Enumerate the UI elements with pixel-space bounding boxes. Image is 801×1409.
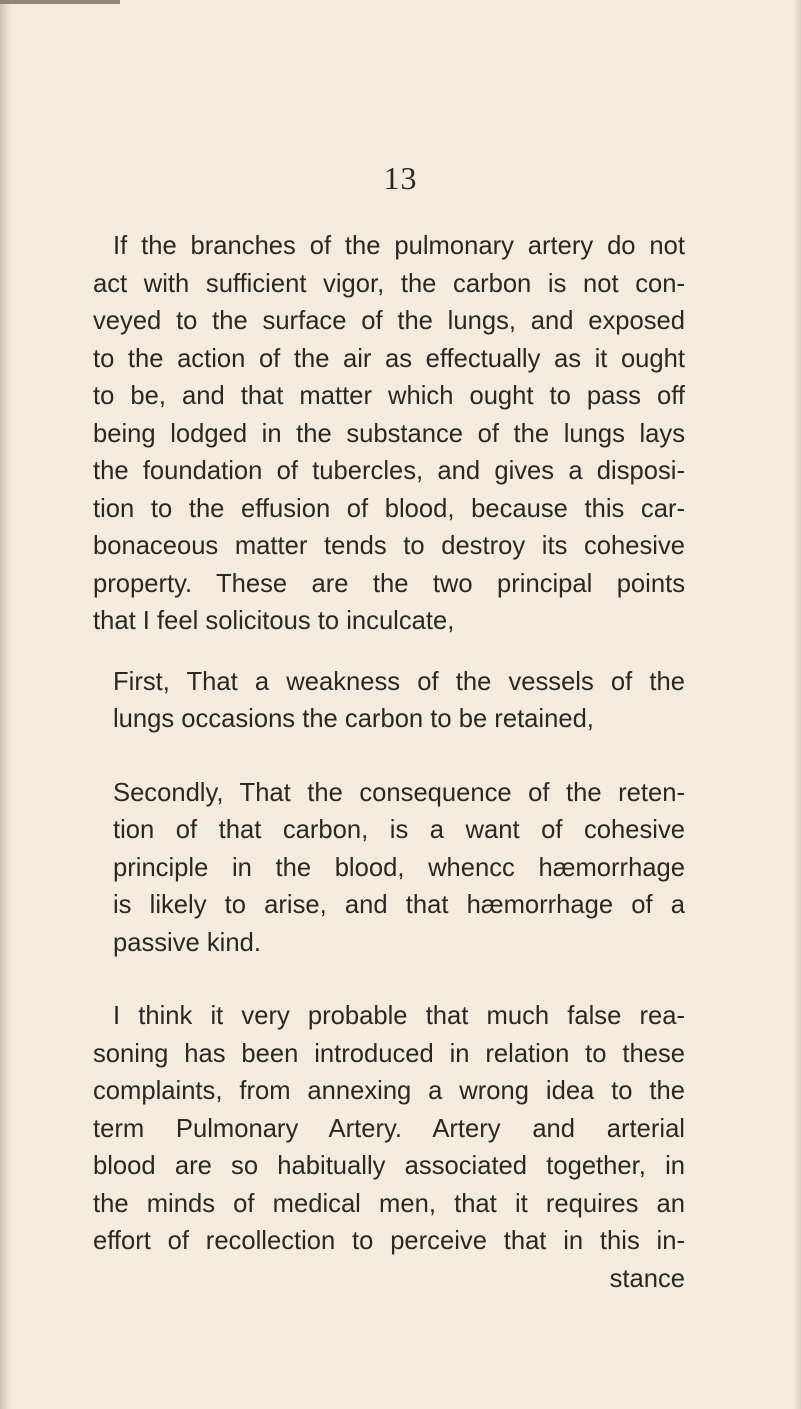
page-edge-top — [0, 0, 120, 4]
text-line: complaints, from annexing a wrong idea to the — [93, 1077, 685, 1105]
text-line: soning has been introduced in relation to these — [93, 1039, 685, 1068]
text-line: Secondly, That the consequence of the reten- — [113, 778, 685, 807]
text-line: First, That a weakness of the vessels of the — [113, 667, 685, 696]
text-line: tion of that carbon, is a want of cohesive — [113, 816, 685, 844]
paragraph-2 — [93, 664, 685, 739]
text-line: that I feel solicitous to inculcate, — [93, 607, 455, 635]
paragraph-4 — [93, 998, 685, 1036]
text-line: bonaceous matter tends to destroy its cohesive — [93, 532, 685, 560]
text-line: term Pulmonary Artery. Artery and arterial — [93, 1114, 685, 1143]
text-line: property. These are the two principal points — [93, 569, 685, 598]
page-edge-right — [793, 0, 801, 1409]
page-edge-left — [0, 0, 12, 1409]
paragraph-gap — [93, 641, 685, 664]
paragraph-4-body — [93, 1036, 685, 1299]
catchword: stance — [609, 1264, 685, 1293]
text-line: to be, and that matter which ought to pass off — [93, 382, 685, 410]
paragraph-3 — [93, 775, 685, 963]
text-line: veyed to the surface of the lungs, and exposed — [93, 307, 685, 335]
paragraph-gap — [93, 739, 685, 775]
text-line: effort of recollection to perceive that in this in- — [93, 1227, 685, 1255]
body-text — [93, 228, 685, 1298]
text-line: act with sufficient vigor, the carbon is not con- — [93, 269, 685, 298]
text-line: blood are so habitually associated together, in — [93, 1152, 685, 1180]
text-line: is likely to arise, and that hæmorrhage of a — [113, 891, 685, 919]
page-number: 13 — [383, 160, 418, 196]
text-line: principle in the blood, whencc hæmorrhage — [113, 853, 685, 882]
text-line: I think it very probable that much false rea- — [113, 1002, 685, 1030]
text-line: tion to the effusion of blood, because this car- — [93, 494, 685, 523]
text-line: the foundation of tubercles, and gives a disposi- — [93, 457, 685, 485]
paragraph-1 — [93, 228, 685, 266]
text-line: to the action of the air as effectually as it ought — [93, 344, 685, 373]
paragraph-gap — [93, 962, 685, 998]
text-line: If the branches of the pulmonary artery do not — [113, 232, 685, 260]
paragraph-1-body — [93, 266, 685, 641]
text-line: the minds of medical men, that it requires an — [93, 1189, 685, 1218]
text-line: passive kind. — [113, 928, 261, 957]
text-line: lungs occasions the carbon to be retained, — [113, 705, 594, 733]
text-line: being lodged in the substance of the lungs lays — [93, 419, 685, 448]
